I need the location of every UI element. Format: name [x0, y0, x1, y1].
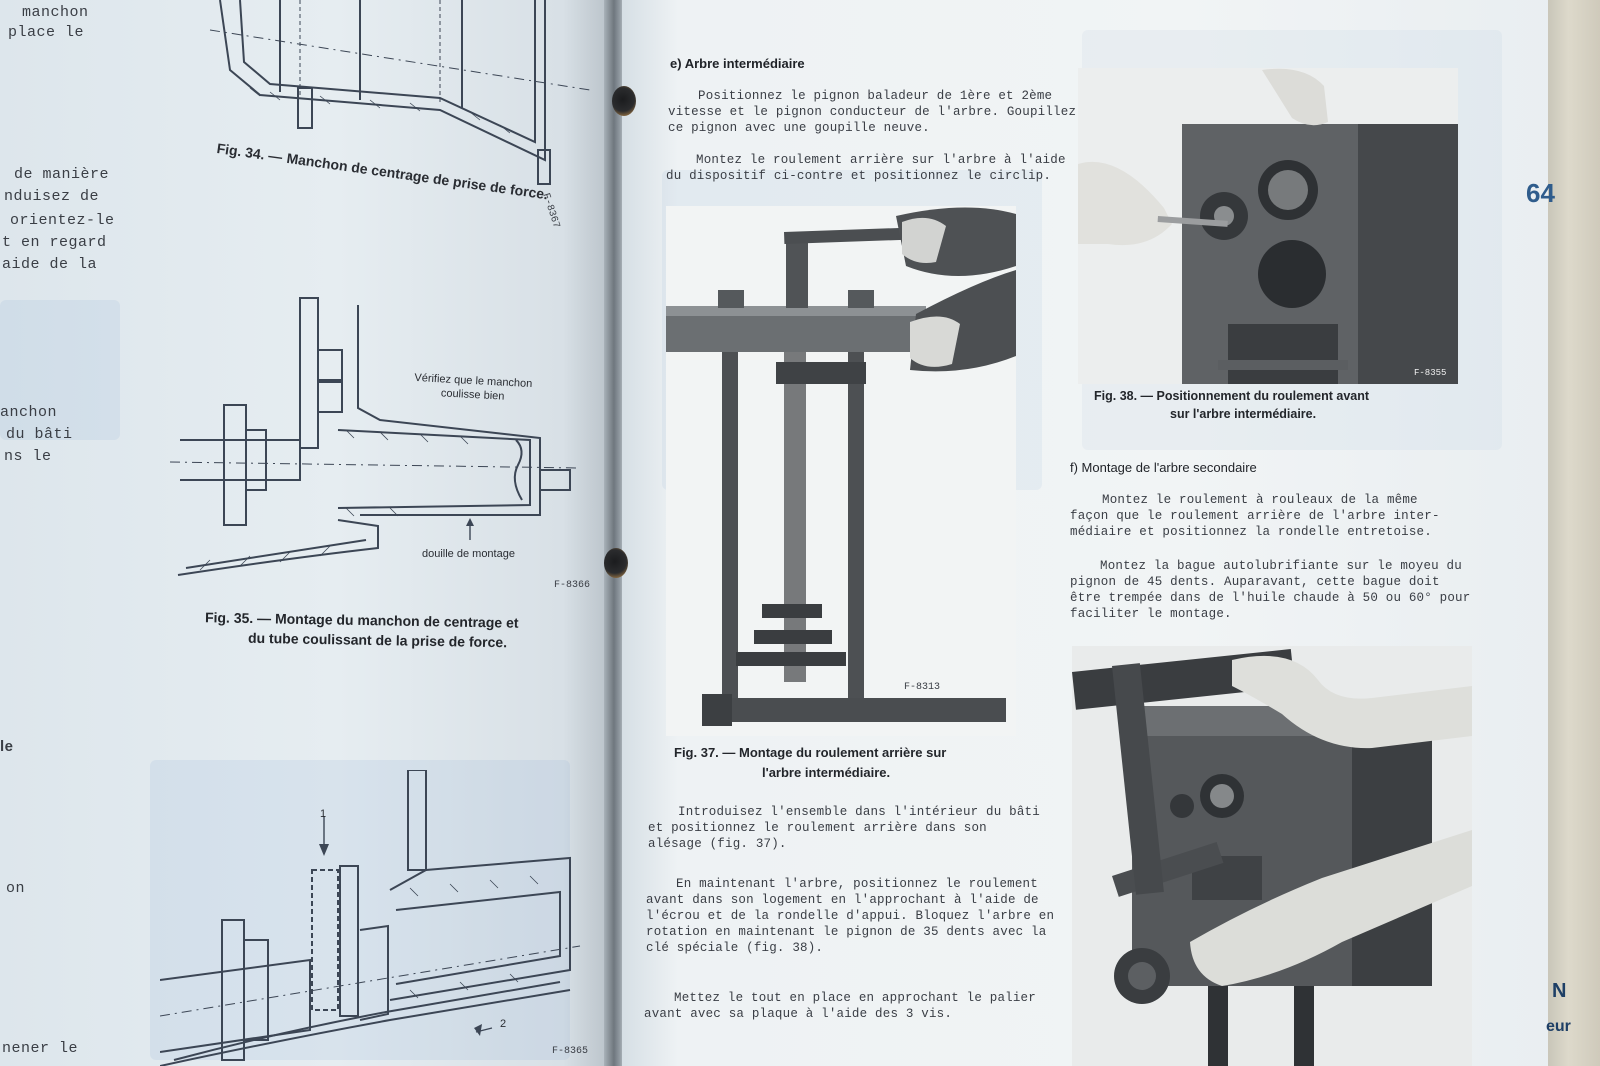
right-page: [622, 0, 1560, 1066]
fig36-arrow-label-1: 1: [320, 808, 327, 820]
para4-line: rotation en maintenant le pignon de 35 dents avec la: [646, 925, 1047, 939]
binder-hole: [612, 86, 636, 116]
text-fragment: ns le: [4, 448, 52, 465]
left-page: [0, 0, 612, 1066]
section-f-para2-line: être trempée dans de l'huile chaude à 50 ou 60° pour: [1070, 591, 1471, 605]
fig37-photo: [666, 206, 1016, 736]
section-e-para1-line: ce pignon avec une goupille neuve.: [668, 121, 930, 135]
text-fragment: nener le: [2, 1040, 79, 1057]
fig35-caption-line1: Fig. 35. — Montage du manchon de centrage et: [204, 609, 519, 631]
para3-line: et positionnez le roulement arrière dans son: [648, 821, 987, 835]
section-e-para2-line: Montez le roulement arrière sur l'arbre à l'aide: [696, 153, 1066, 167]
gearbox-assembly-illustration: [1072, 646, 1472, 1066]
underlying-sheet: [1526, 0, 1600, 1066]
back-sheet-fragment: 64: [1526, 178, 1555, 208]
section-f-para1-line: façon que le roulement arrière de l'arbre inter-: [1070, 509, 1440, 523]
binder-hole: [604, 548, 628, 578]
back-sheet-fragment: N: [1552, 980, 1567, 1002]
fig37-caption-line2: l'arbre intermédiaire.: [762, 765, 891, 780]
section-f-heading: f) Montage de l'arbre secondaire: [1070, 460, 1257, 475]
section-e-para2-line: du dispositif ci-contre et positionnez le circlip.: [666, 169, 1052, 183]
text-fragment: de manière: [14, 166, 110, 183]
para3-line: Introduisez l'ensemble dans l'intérieur du bâti: [678, 805, 1040, 819]
para3-line: alésage (fig. 37).: [648, 837, 787, 851]
text-fragment: anchon: [0, 404, 58, 421]
fig35-label-tool: douille de montage: [422, 548, 515, 560]
figure-code: F-8367: [539, 192, 562, 230]
section-f-para1-line: médiaire et positionnez la rondelle entretoise.: [1070, 525, 1432, 539]
figure-code: F-8366: [554, 580, 591, 591]
fig38-caption-line1: Fig. 38. — Positionnement du roulement avant: [1094, 389, 1370, 403]
fig38-caption-line2: sur l'arbre intermédiaire.: [1170, 407, 1317, 421]
fig39-photo: [1072, 646, 1472, 1066]
text-fragment: le: [0, 738, 14, 755]
para4-line: l'écrou et de la rondelle d'appui. Bloquez l'arbre en: [646, 909, 1055, 923]
para4-line: En maintenant l'arbre, positionnez le roulement: [676, 877, 1038, 891]
section-f-para1-line: Montez le roulement à rouleaux de la même: [1102, 493, 1418, 507]
fig36-drawing: [160, 770, 590, 1066]
text-fragment: aide de la: [2, 256, 98, 273]
fig35-caption-line2: du tube coulissant de la prise de force.: [247, 629, 508, 651]
figure-code: F-8365: [552, 1046, 589, 1057]
caption-fig-number: Fig. 34. —: [215, 140, 284, 166]
text-fragment: on: [6, 880, 26, 897]
section-f-para2-line: Montez la bague autolubrifiante sur le moyeu du: [1100, 559, 1462, 573]
text-fragment: nduisez de: [4, 188, 100, 205]
text-fragment: manchon: [22, 4, 89, 21]
caption-text: Manchon de centrage de prise de force.: [285, 149, 550, 203]
fig35-label-check: Vérifiez que le manchon coulisse bien: [414, 371, 533, 403]
press-tool-illustration: [666, 206, 1016, 736]
gearbox-casing-illustration: [1078, 68, 1458, 384]
section-e-para1-line: vitesse et le pignon conducteur de l'arbre. Goupillez: [668, 105, 1077, 119]
figure-code: F-8355: [1414, 368, 1447, 378]
para5-line: Mettez le tout en place en approchant le palier: [674, 991, 1036, 1005]
para4-line: avant dans son logement en l'approchant à l'aide de: [646, 893, 1039, 907]
section-e-heading: e) Arbre intermédiaire: [670, 56, 805, 71]
para5-line: avant avec sa plaque à l'aide des 3 vis.: [644, 1007, 953, 1021]
back-sheet-fragment: eur: [1546, 1018, 1571, 1035]
text-fragment: t en regard: [2, 234, 107, 251]
section-f-para2-line: faciliter le montage.: [1070, 607, 1232, 621]
section-e-para1-line: Positionnez le pignon baladeur de 1ère et 2ème: [698, 89, 1053, 103]
text-fragment: du bâti: [6, 426, 73, 443]
fig38-photo: [1078, 68, 1458, 384]
text-fragment: orientez-le: [10, 212, 115, 229]
para4-line: clé spéciale (fig. 38).: [646, 941, 824, 955]
fig35-drawing: [170, 290, 590, 590]
fig37-caption-line1: Fig. 37. — Montage du roulement arrière sur: [674, 745, 947, 760]
figure-code: F-8313: [904, 682, 941, 693]
section-f-para2-line: pignon de 45 dents. Auparavant, cette bague doit: [1070, 575, 1440, 589]
text-fragment: place le: [8, 24, 85, 41]
fig36-arrow-label-2: 2: [500, 1018, 507, 1030]
